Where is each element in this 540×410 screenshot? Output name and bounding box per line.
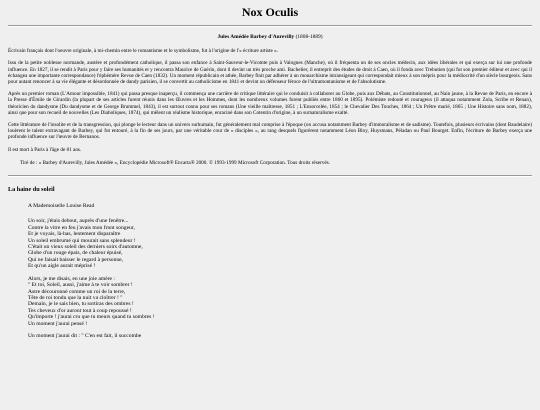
- poem-line: Et qu'un aigle aurait méprisé !: [28, 263, 96, 270]
- bio-paragraph-2: Issu de la petite noblesse normande, austère et profondément catholique, il passa son enfance à Saint-Sauveur-le-Vicomte puis à Valognes (Manche), où il fréquenta un de ses oncles médecin, aux idées libérales et qui exerça sur lui une profonde influence. En 1827, il se rendit à Paris pour y faire ses humanités et y rencontra Maurice de Guérin, dont il devint un très proche ami. Bachelier, il entreprit des études de droit à Caen, où il fonda avec Trebutien (qui fut son premier éditeur et avec qui il échangea une importante correspondance) l'éphémère Revue de Caen (1832). Un moment républicain et athée, Barbey finit par adhérer à un monarchisme intransigeant qui correspondait mieux à son mépris pour la médiocrité d'un siècle bourgeois. Sans pour autant renoncer à sa vie élégante et désordonnée de dandy parisien, il se convertit au catholicisme en 1841 et devint un défenseur féroce de l'ultramontanisme et de l'absolutisme.: [8, 60, 532, 86]
- author-dates: (1808-1889): [295, 34, 323, 40]
- document-page: [8, 5, 532, 339]
- poem-dedication: A Mademoiselle Louise Read: [28, 203, 95, 210]
- bio-paragraph-4: Cette littérature de l'insolite et de la transgression, qui plonge le lecteur dans un univers surhumain, fut généralement mal comprise à l'époque (on accusa notamment Barbey d'immoralisme et de sadisme). Toutefois, plusieurs écrivains (dont Baudelaire) louèrent le talent extravagant de Barbey, qui fut entouré, à la fin de ses jours, par une véritable cour de « disciples », au rang desquels figurèrent notamment Léon Bloy, Huysmans, Péladan ou Paul Bourget. Enfin, l'écriture de Barbey exerça une profonde influence sur l'œuvre de Bernanos.: [8, 122, 532, 141]
- source-citation: Tiré de : « Barbey d'Aurevilly, Jules Amédée », Encyclopédie Microsoft® Encarta® 2000. © 1993-1999 Microsoft Corporation. Tous droits réservés.: [20, 159, 330, 166]
- poem-line: Tes cheveux d'or auront tout à coup repoussé !: [28, 307, 132, 314]
- poem-line: Tête de roi tondu que la nuit va cloîtrer ! ": [28, 294, 123, 301]
- poem-line: " Et toi, Soleil, aussi, j'aime à te voir sombrer !: [28, 282, 133, 289]
- bio-paragraph-5: Il est mort à Paris à l'âge de 81 ans.: [8, 146, 82, 153]
- poem-stanza: [28, 333, 532, 339]
- poem-line: Qui ne faisait baisser le regard à personne,: [28, 256, 124, 263]
- poem-title: La haine du soleil: [8, 186, 55, 194]
- poem-line: Alors, je me disais, en une joie amère :: [28, 275, 115, 282]
- poem-line: Un soir, j'étais debout, auprès d'une fenêtre...: [28, 218, 129, 225]
- bio-paragraph-1: Écrivain français dont l'oeuvre originale, à mi-chemin entre le romantisme et le symbolisme, fut à l'origine de l'« écriture artiste ».: [8, 48, 279, 55]
- poem-stanza: [28, 218, 532, 269]
- poem-line: Contre la vitre en feu j'avais mon front songeur,: [28, 224, 135, 231]
- poem-line: C'était un vieux soleil des derniers soirs d'automne,: [28, 244, 143, 251]
- poem-line: Qu'importe ! j'aurai cru que tu meurs quand tu sombres !: [28, 314, 155, 321]
- poem-line: Et je voyais, là-bas, lentement disparaître: [28, 231, 121, 238]
- author-heading: [8, 34, 532, 40]
- poem-line: Globe d'un rouge épais, de chaleur épuisé,: [28, 250, 123, 257]
- poem-line: Un moment j'aurai pensé !: [28, 320, 88, 327]
- divider: [8, 25, 532, 27]
- author-name: Jules Amédée Barbey d'Aurevilly: [217, 34, 295, 40]
- poem-line: Demain, je le sais bien, tu sortiras des ombres !: [28, 301, 134, 308]
- poem-line: Un soleil embrumé qui mourait sans splendeur !: [28, 237, 136, 244]
- poem-line: Astre découronné comme un roi de la terre,: [28, 288, 126, 295]
- site-title: Nox Oculis: [241, 5, 299, 19]
- divider: [8, 175, 532, 177]
- bio-paragraph-3: Après un premier roman (L'Amour impossible, 1841) qui passa presque inaperçu, il commença une carrière de critique littéraire qui le conduisit à collaborer au Globe, puis aux Débats, au Constitutionnel, au Nain jaune, à la Revue de Paris, en encore à la Presse d'Émile de Girardin (la plupart de ses articles furent réunis dans les Œuvres et les Hommes, dont les nombreux volumes furent publiés entre 1860 et 1895). Polémiste redouté et courageux (il attaqua notamment Zola, Scribe et Renan), théoricien du dandysme (Du dandysme et de George Brummel, 1843), il est surtout connu pour ses romans (Une vieille maîtresse, 1851 ; L'Ensorcelée, 1854 ; le Chevalier Des Touches, 1864 ; Un Prêtre marié, 1865 ; Une Histoire sans nom, 1882), ainsi que pour son recueil de nouvelles (Les Diaboliques, 1874), qui mêlent un réalisme historique, enraciné dans son Cotentin d'origine, à un surnaturalisme exalté.: [8, 91, 532, 116]
- poem-line: Un moment j'aurai dit : " C'en est fait, il succombe: [28, 332, 142, 339]
- poem-stanza: [28, 276, 532, 327]
- poem-body: [28, 218, 532, 339]
